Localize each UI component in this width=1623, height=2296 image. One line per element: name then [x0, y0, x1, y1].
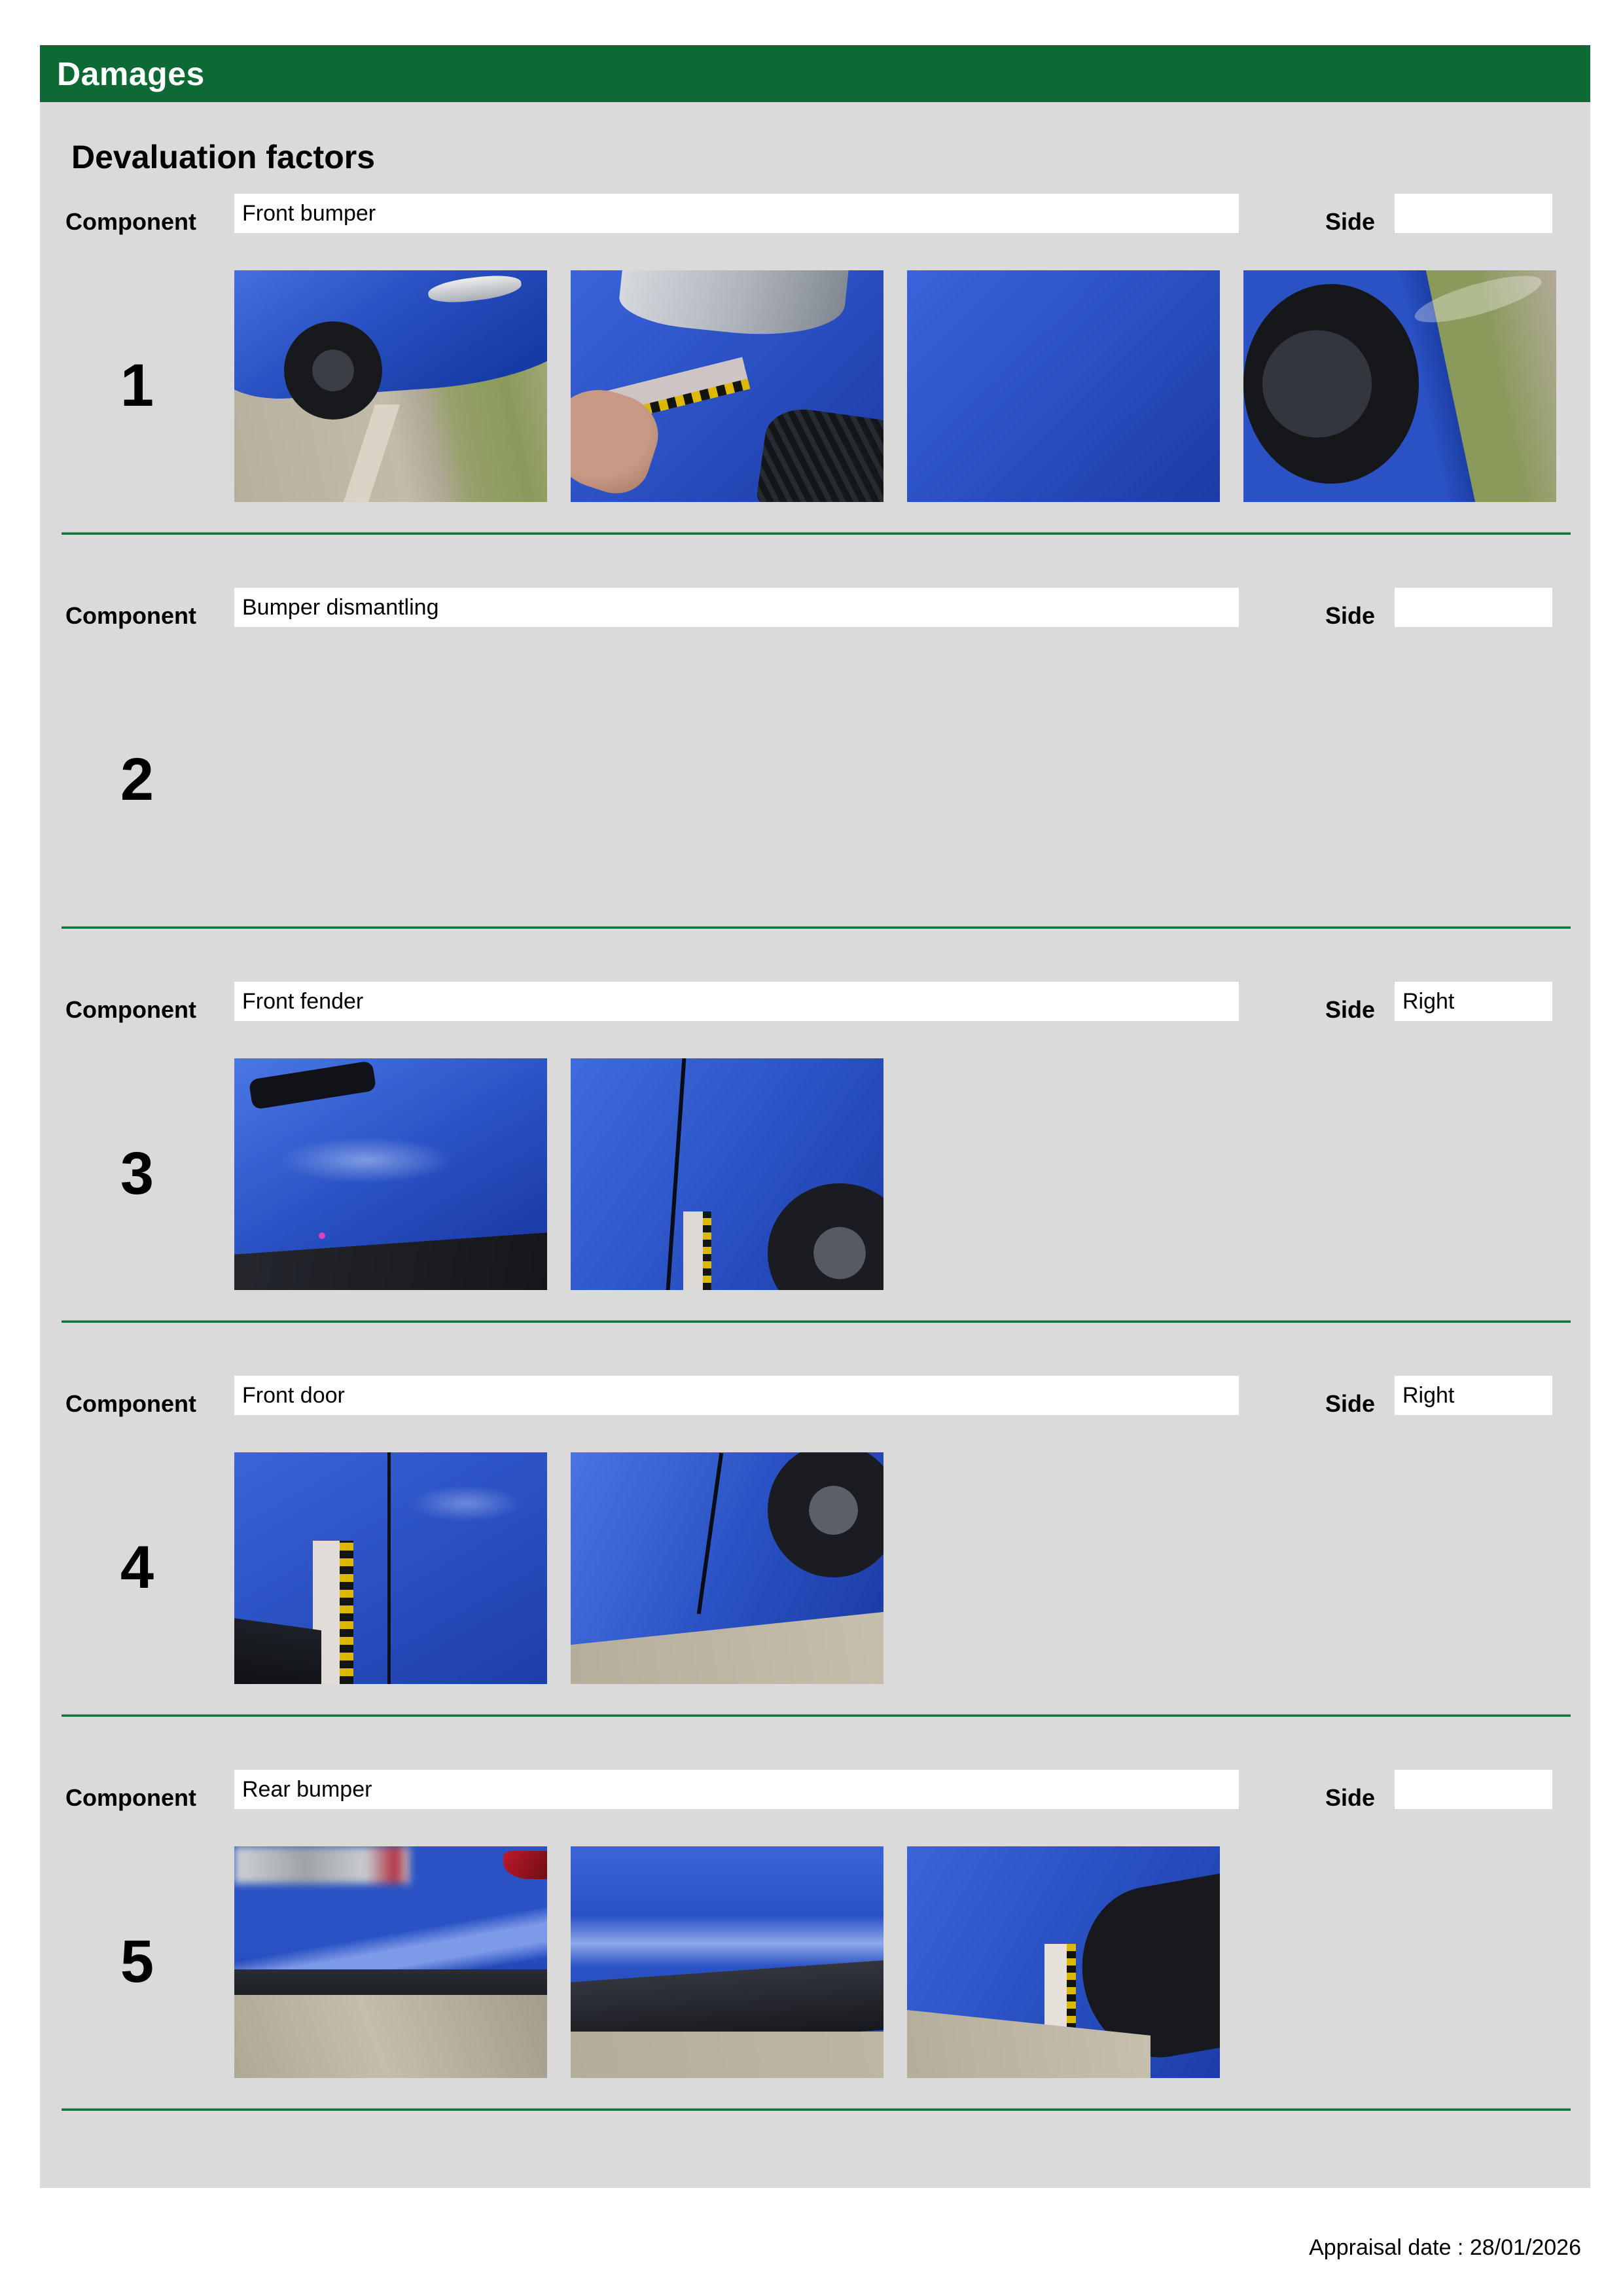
damage-row [40, 194, 1590, 535]
component-label: Component [65, 208, 196, 235]
photo-rear-bumper-close [571, 1846, 883, 2078]
row-separator [62, 926, 1571, 929]
photo-door-rear-wheel [571, 1452, 883, 1684]
damage-photos [234, 1452, 883, 1684]
side-input[interactable] [1395, 194, 1552, 233]
damage-row [40, 1376, 1590, 1717]
photo-door-vertical-ruler [234, 1452, 547, 1684]
side-label: Side [1325, 1784, 1376, 1811]
damage-number: 1 [120, 352, 154, 419]
component-label: Component [65, 1390, 196, 1417]
photo-detail [410, 1485, 522, 1522]
side-input[interactable] [1395, 1770, 1552, 1809]
photo-detail [387, 1452, 391, 1684]
side-label: Side [1325, 1390, 1376, 1417]
photo-detail [683, 1211, 711, 1290]
row-separator [62, 532, 1571, 535]
damage-photos [234, 1058, 883, 1290]
component-label: Component [65, 1784, 196, 1811]
damage-photos [234, 270, 1556, 502]
photo-rear-corner-ruler [907, 1846, 1220, 2078]
photo-detail [697, 1453, 723, 1614]
row-separator [62, 1714, 1571, 1717]
page-title: Devaluation factors [71, 139, 376, 175]
damage-number: 4 [120, 1534, 154, 1601]
photo-rear-view-plate [234, 1846, 547, 2078]
photo-detail [503, 1851, 547, 1878]
component-input[interactable] [234, 982, 1239, 1021]
photo-front-three-quarter [234, 270, 547, 502]
photo-ruler-on-bumper-seam [571, 270, 883, 502]
photo-detail [234, 1969, 547, 2004]
photo-detail [344, 404, 401, 502]
row-separator [62, 1320, 1571, 1323]
component-input[interactable] [234, 588, 1239, 627]
side-label: Side [1325, 208, 1376, 235]
photo-detail [278, 1137, 454, 1183]
damage-row [40, 982, 1590, 1323]
report-content [40, 45, 1590, 2188]
section-header-title: Damages [57, 55, 205, 92]
component-label: Component [65, 602, 196, 629]
row-separator [62, 2108, 1571, 2111]
damage-number: 3 [120, 1140, 154, 1207]
damage-photos [234, 1846, 1220, 2078]
damage-number: 5 [120, 1928, 154, 1995]
photo-detail [319, 1232, 325, 1239]
damage-row [40, 588, 1590, 929]
photo-detail [427, 272, 524, 306]
damage-number: 2 [120, 746, 154, 813]
photo-ruler-on-bumper-seam-2 [907, 270, 1220, 502]
damage-row [40, 1770, 1590, 2111]
photo-front-wheel-arch [1243, 270, 1556, 502]
appraisal-date: Appraisal date : 28/01/2026 [1309, 2235, 1581, 2260]
side-input[interactable] [1395, 1376, 1552, 1415]
photo-fender-panel-gap-ruler [571, 1058, 883, 1290]
component-label: Component [65, 996, 196, 1023]
photo-detail [1044, 1944, 1076, 2073]
section-header-bar [40, 45, 1590, 102]
side-label: Side [1325, 602, 1376, 629]
damages-body [40, 102, 1590, 2188]
component-input[interactable] [234, 1376, 1239, 1415]
side-input[interactable] [1395, 588, 1552, 627]
side-label: Side [1325, 996, 1376, 1023]
component-input[interactable] [234, 194, 1239, 233]
side-input[interactable] [1395, 982, 1552, 1021]
photo-fender-door-handle [234, 1058, 547, 1290]
component-input[interactable] [234, 1770, 1239, 1809]
